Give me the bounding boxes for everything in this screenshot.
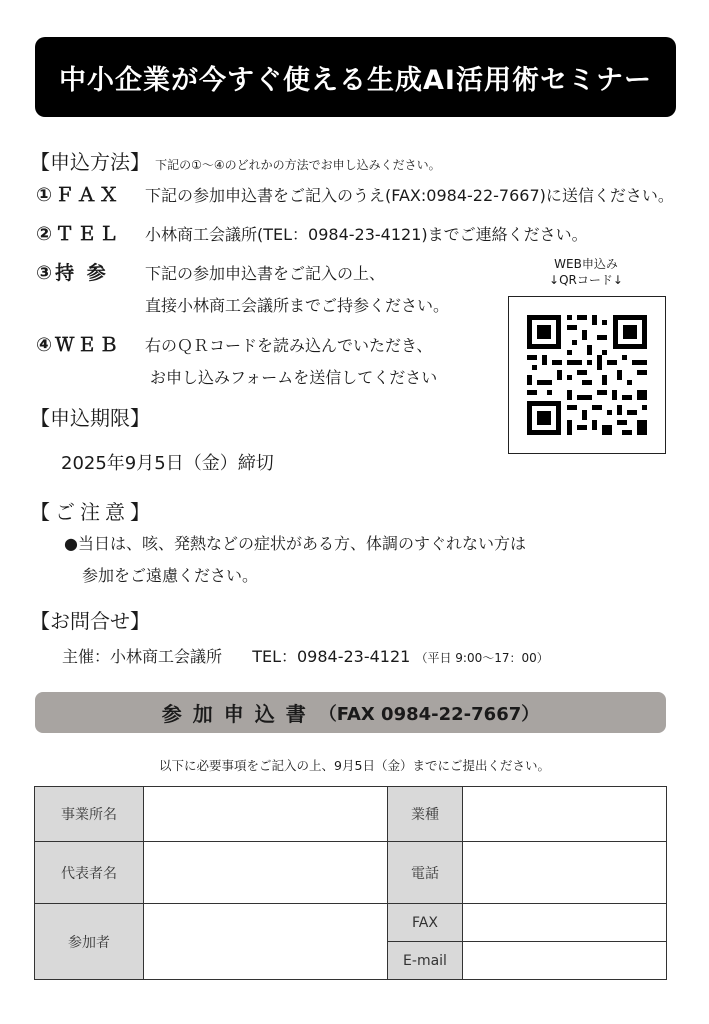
office-name-label: 事業所名 bbox=[35, 787, 144, 842]
email-field[interactable] bbox=[463, 942, 667, 980]
industry-field[interactable] bbox=[463, 787, 667, 842]
qr-caption bbox=[520, 256, 652, 288]
method-web bbox=[36, 330, 121, 357]
form-heading-bar bbox=[35, 692, 666, 733]
application-form-table bbox=[34, 786, 667, 980]
form-heading: 参加申込書 bbox=[161, 702, 317, 726]
caution-line-2: 参加をご遠慮ください。 bbox=[82, 566, 259, 585]
deadline-text: 2025年9月5日（金）締切 bbox=[61, 453, 274, 474]
qr-caption-line-2: ↓QRコード↓ bbox=[549, 273, 623, 287]
fax-label: FAX bbox=[388, 904, 463, 942]
qr-code-icon bbox=[509, 297, 665, 453]
table-row bbox=[35, 904, 667, 942]
industry-label: 業種 bbox=[388, 787, 463, 842]
participant-field[interactable] bbox=[144, 904, 388, 980]
table-row bbox=[35, 787, 667, 842]
form-fax: （FAX 0984-22-7667） bbox=[318, 703, 540, 725]
office-name-field[interactable] bbox=[144, 787, 388, 842]
method-web-text-2: お申し込みフォームを送信してください bbox=[150, 368, 438, 387]
method-web-text: 右のＱＲコードを読み込んでいただき、 bbox=[145, 336, 433, 355]
deadline-heading: 【申込期限】 bbox=[30, 406, 150, 430]
apply-subnote: 下記の①～④のどれかの方法でお申し込みください。 bbox=[155, 158, 441, 172]
method-tel-label: ②ＴＥＬ bbox=[36, 223, 122, 245]
representative-field[interactable] bbox=[144, 842, 388, 904]
method-web-label: ④ＷＥＢ bbox=[36, 334, 122, 356]
email-label: E-mail bbox=[388, 942, 463, 980]
caution-line-1: ●当日は、咳、発熱などの症状がある方、体調のすぐれない方は bbox=[64, 534, 526, 553]
contact-heading: 【お問合せ】 bbox=[30, 609, 150, 633]
fax-field[interactable] bbox=[463, 904, 667, 942]
contact-hours: （平日 9:00～17：00） bbox=[415, 651, 549, 665]
method-fax bbox=[36, 180, 121, 207]
method-bring-text-2: 直接小林商工会議所までご持参ください。 bbox=[145, 296, 450, 315]
phone-field[interactable] bbox=[463, 842, 667, 904]
method-bring-text: 下記の参加申込書をご記入の上、 bbox=[145, 264, 386, 283]
qr-code-frame[interactable] bbox=[508, 296, 666, 454]
contact-tel: TEL：0984-23-4121 bbox=[252, 647, 411, 666]
form-note: 以下に必要事項をご記入の上、9月5日（金）までにご提出ください。 bbox=[159, 758, 550, 773]
contact-organizer: 主催：小林商工会議所 bbox=[62, 647, 223, 666]
title-banner bbox=[35, 37, 676, 117]
qr-caption-line-1: WEB申込み bbox=[554, 257, 618, 271]
table-row bbox=[35, 842, 667, 904]
method-bring-label: ③持 参 bbox=[36, 262, 109, 284]
method-fax-label: ①ＦＡＸ bbox=[36, 184, 122, 206]
participant-label: 参加者 bbox=[35, 904, 144, 980]
page-title: 中小企業が今すぐ使える生成AI活用術セミナー bbox=[59, 64, 652, 96]
representative-label: 代表者名 bbox=[35, 842, 144, 904]
phone-label: 電話 bbox=[388, 842, 463, 904]
caution-heading: 【ご注意】 bbox=[30, 500, 155, 524]
apply-heading: 【申込方法】 bbox=[30, 150, 150, 174]
method-tel bbox=[36, 219, 121, 246]
apply-heading-row bbox=[30, 146, 441, 175]
method-bring bbox=[36, 258, 109, 285]
contact-line bbox=[62, 644, 549, 667]
method-tel-text: 小林商工会議所(TEL：0984-23-4121)までご連絡ください。 bbox=[145, 225, 588, 244]
method-fax-text: 下記の参加申込書をご記入のうえ(FAX:0984-22-7667)に送信ください。 bbox=[145, 186, 674, 205]
